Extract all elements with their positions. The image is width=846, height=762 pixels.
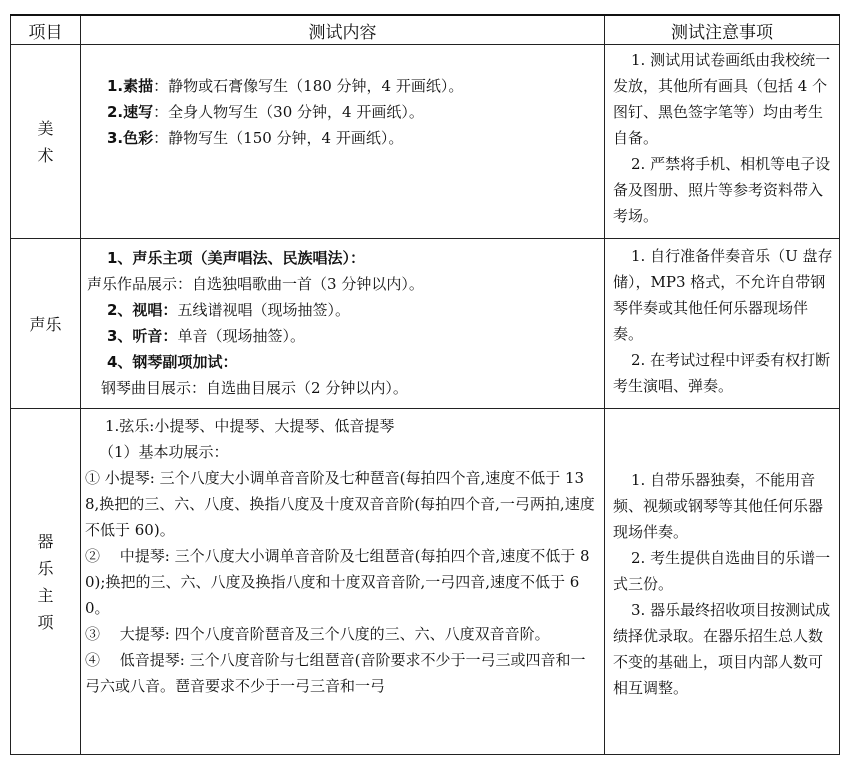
content-cell-art (81, 45, 605, 239)
notes-cell-vocal (605, 239, 840, 409)
art-item-number: 1. (107, 77, 124, 95)
art-content-line-3 (107, 125, 604, 151)
notes-cell-instrumental (605, 409, 840, 755)
instr-line-2: （1）基本功展示： (99, 443, 229, 461)
vocal-note-2: 2. 在考试过程中评委有权打断考生演唱、弹奏。 (613, 351, 831, 395)
art-item-number: 2. (107, 103, 124, 121)
vocal-sight-singing-text: 五线谱视唱（现场抽签）。 (177, 301, 350, 319)
notes-cell-art (605, 45, 840, 239)
vocal-line-6: 钢琴曲目展示：自选曲目展示（2 分钟以内）。 (101, 379, 408, 397)
art-content-line-2 (107, 99, 604, 125)
table-header-row (11, 15, 840, 45)
item-label-art: 美术 (37, 118, 54, 165)
art-item-text: ：全身人物写生（30 分钟，4 开画纸）。 (153, 103, 424, 121)
header-content: 测试内容 (81, 15, 605, 45)
instr-note-2: 2. 考生提供自选曲目的乐谱一式三份。 (613, 549, 831, 593)
header-notes: 测试注意事项 (605, 15, 840, 45)
art-item-text: ：静物写生（150 分钟，4 开画纸）。 (153, 129, 404, 147)
instr-cello: ③ 大提琴: 四个八度音阶琶音及三个八度的三、六、八度双音音阶。 (85, 625, 550, 643)
vocal-line-2: 声乐作品展示：自选独唱歌曲一首（3 分钟以内）。 (87, 275, 424, 293)
table-row-vocal (11, 239, 840, 409)
content-cell-instrumental (81, 409, 605, 755)
vocal-note-1: 1. 自行准备伴奏音乐（U 盘存储），MP3 格式，不允许自带钢琴伴奏或其他任何乐器现场伴奏。 (613, 247, 833, 343)
instr-viola: ② 中提琴: 三个八度大小调单音音阶及七组琶音(每拍四个音,速度不低于 80);换把的三、六、八度及换指八度和十度双音音阶,一弓四音,速度不低于 60。 (85, 547, 590, 617)
content-cell-vocal (81, 239, 605, 409)
item-cell-art (11, 45, 81, 239)
vocal-line-3 (87, 297, 604, 323)
admission-test-table (10, 14, 840, 755)
vocal-line-5: 4、钢琴副项加试： (107, 353, 238, 371)
table-row-art (11, 45, 840, 239)
item-cell-instrumental (11, 409, 81, 755)
item-cell-vocal (11, 239, 81, 409)
vocal-line-1: 1、声乐主项（美声唱法、民族唱法）： (107, 249, 365, 267)
art-item-text: ：静物或石膏像写生（180 分钟，4 开画纸）。 (153, 77, 464, 95)
vocal-ear-training-label: 3、听音： (107, 327, 178, 345)
instr-note-1: 1. 自带乐器独奏，不能用音频、视频或钢琴等其他任何乐器现场伴奏。 (613, 471, 824, 541)
art-item-label: 速写 (123, 103, 154, 121)
item-label-vocal: 声乐 (29, 315, 62, 334)
art-note-1: 1. 测试用试卷画纸由我校统一发放，其他所有画具（包括 4 个图钉、黑色签字笔等）均由考生自备。 (613, 51, 831, 147)
table-row-instrumental (11, 409, 840, 755)
instr-line-1: 1.弦乐:小提琴、中提琴、大提琴、低音提琴 (105, 417, 395, 435)
art-note-2: 2. 严禁将手机、相机等电子设备及图册、照片等参考资料带入考场。 (613, 155, 831, 225)
art-item-label: 色彩 (123, 129, 154, 147)
vocal-line-4 (87, 323, 604, 349)
instr-violin: ① 小提琴: 三个八度大小调单音音阶及七种琶音(每拍四个音,速度不低于 138,换把的三、六、八度、换指八度及十度双音音阶(每拍四个音,一弓两拍,速度不低于 60)。 (85, 469, 595, 539)
art-item-number: 3. (107, 129, 124, 147)
header-item: 项目 (11, 15, 81, 45)
art-item-label: 素描 (123, 77, 154, 95)
instr-double-bass: ④ 低音提琴: 三个八度音阶与七组琶音(音阶要求不少于一弓三或四音和一弓六或八音。琶音要求不少于一弓三音和一弓 (85, 651, 586, 695)
instr-note-3: 3. 器乐最终招收项目按测试成绩择优录取。在器乐招生总人数不变的基础上，项目内部人数可相互调整。 (613, 601, 831, 697)
vocal-sight-singing-label: 2、视唱： (107, 301, 178, 319)
art-content-line-1 (107, 73, 604, 99)
item-label-instrumental: 器乐主项 (37, 531, 54, 632)
vocal-ear-training-text: 单音（现场抽签）。 (177, 327, 305, 345)
